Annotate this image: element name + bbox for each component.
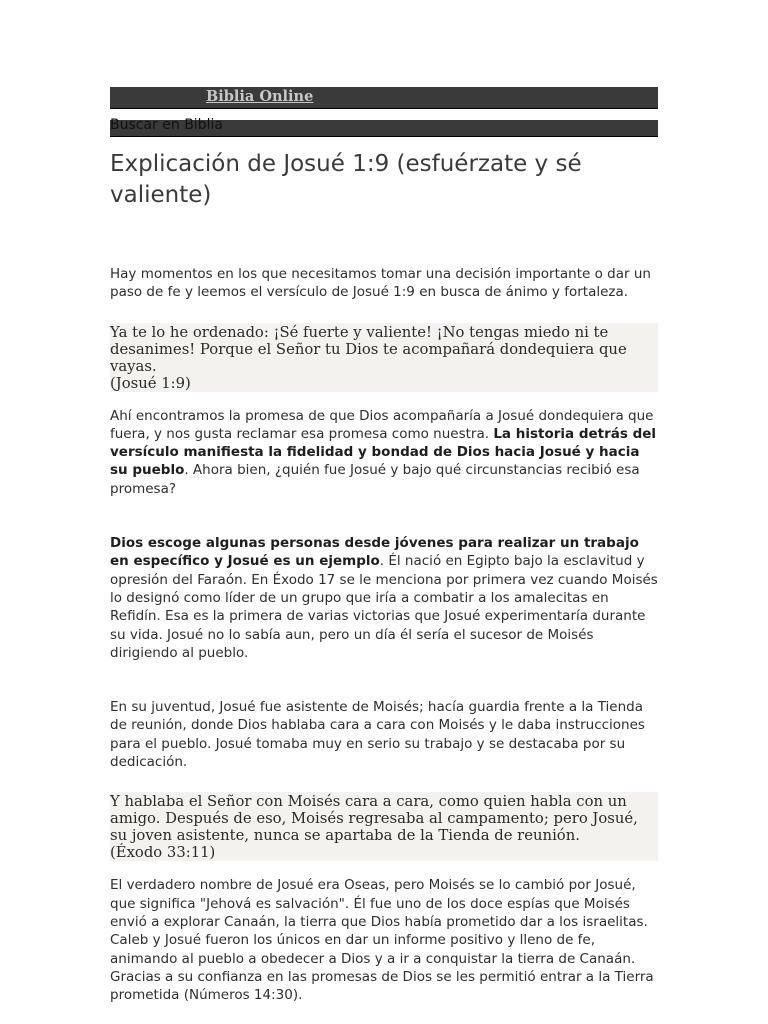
quote-text: Y hablaba el Señor con Moisés cara a cara, como quien habla con un amigo. Después de eso, Moisés regresaba al campamento; pero Josué, su joven asistente, nunca se apartaba de la Tienda de reunión. [110, 793, 638, 845]
quote-reference: (Éxodo 33:11) [110, 844, 216, 862]
search-bar[interactable] [110, 117, 658, 137]
verse-quote-josue-1-9 [110, 323, 658, 392]
site-header-bar [110, 87, 658, 109]
promise-text-b: . Ahora bien, ¿quién fue Josué y bajo qué circunstancias recibió esa promesa? [110, 462, 640, 497]
article-page [110, 87, 658, 1004]
promise-text-a: Ahí encontramos la promesa de que Dios acompañaría a Josué dondequiera que fuera, y nos gusta reclamar esa promesa como nuestra. [110, 407, 654, 442]
site-home-link[interactable]: Biblia Online [206, 88, 314, 105]
article-title: Explicación de Josué 1:9 (esfuérzate y sé valiente) [110, 151, 582, 208]
name-paragraph: El verdadero nombre de Josué era Oseas, pero Moisés se lo cambió por Josué, que significa "Jehová es salvación". Él fue uno de los doce espías que Moisés envió a explorar Canaán, la tierra que Dios había prometido dar a los israelitas. Caleb y Josué fueron los únicos en dar un informe positivo y lleno de fe, animando al pueblo a obedecer a Dios y a ir a conquistar la tierra de Canaán. Gracias a su confianza en las promesas de Dios se les permitió entrar a la Tierra prometida (Números 14:30). [110, 877, 654, 1004]
youth-paragraph [110, 534, 658, 662]
assistant-paragraph: En su juventud, Josué fue asistente de Moisés; hacía guardia frente a la Tienda de reunión, donde Dios hablaba cara a cara con Moisés y le daba instrucciones para el pueblo. Josué tomaba muy en serio su trabajo y se destacaba por su dedicación. [110, 699, 645, 771]
promise-highlight: La historia detrás del versículo manifiesta la fidelidad y bondad de Dios hacia Josué y hacia su pueblo [110, 425, 657, 479]
search-label: Buscar en Biblia [110, 117, 223, 133]
verse-quote-exodo-33-11 [110, 792, 658, 861]
youth-highlight: Dios escoge algunas personas desde jóvenes para realizar un trabajo en específico y Josué es un ejemplo [110, 535, 639, 570]
youth-text: . Él nació en Egipto bajo la esclavitud y opresión del Faraón. En Éxodo 17 se le menciona por primera vez cuando Moisés lo designó como líder de un grupo que iría a combatir a los amalecitas en Refidín. Esa es la primera de varias victorias que Josué experimentaría durante su vida. Josué no lo sabía aun, pero un día él sería el sucesor de Moisés dirigiendo al pueblo. [110, 553, 658, 661]
quote-text: Ya te lo he ordenado: ¡Sé fuerte y valiente! ¡No tengas miedo ni te desanimes! Porque el Señor tu Dios te acompañará dondequiera que vayas. [110, 323, 627, 375]
promise-paragraph [110, 407, 658, 498]
intro-paragraph: Hay momentos en los que necesitamos tomar una decisión importante o dar un paso de fe y leemos el versículo de Josué 1:9 en busca de ánimo y fortaleza. [110, 266, 651, 301]
quote-reference: (Josué 1:9) [110, 374, 191, 392]
